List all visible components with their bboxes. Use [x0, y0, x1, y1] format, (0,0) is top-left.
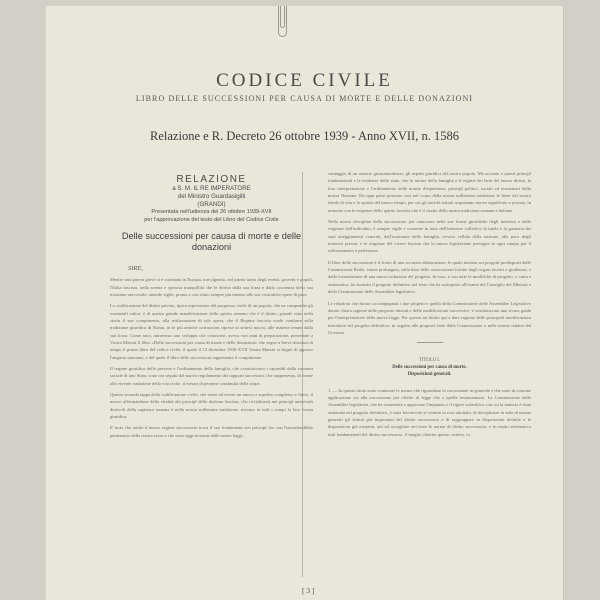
report-heading — [110, 174, 313, 253]
body-paragraph: Nella nuova disciplina della successione, per rinnovare nelle sue forme giuridiche degli interessi e delle esigenze dell'individuo, è sempre vigile e consente in tutte dell'interesse collettivo la tutela e la garanzia dei suoi atteggiamenti concreti, dall'economia della famiglia, ovvero cellula della nazione, alla pace degli interessi privati, e le esigenze del vivere fascista che la nuova legislazione persegue in ogni campo per il rafforzamento e perfezione. — [328, 219, 531, 254]
page-number: [ 3 ] — [302, 586, 315, 595]
body-paragraph: Il regime giuridico delle persone e l'ordinamento della famiglia, che costituiscono i capisaldi della struttura sociale di uno Stato, sono ora seguiti dal nuovo regolamento dei rapporti successori, che rappresenta, di fronte alla vivente tradizione della vita civile, il mezzo di perenne continuità della stirpe. — [110, 365, 313, 386]
decree-heading: Relazione e R. Decreto 26 ottobre 1939 - Anno XVII, n. 1586 — [150, 129, 459, 143]
body-paragraph: Questa seconda tappa della codificazione civile, che viene ad essere un nuovo e superbo complesso e finito, il nuovo affermandone della vitalità dei principî della dottrina fascista, che rivitalizzati nei principî universali durevoli della sapienza romana è nella nostra millenaria tradizione, trovano in tutti i campi la loro forma giuridica. — [110, 392, 313, 420]
section-rule — [417, 342, 443, 343]
section-number: TITOLO I. — [418, 357, 441, 363]
approval-line: per l'approvazione del testo del Libro del Codice Civile — [144, 216, 279, 223]
body-paragraph: La codificazione del diritto privato, tipica espressione del progresso civile di un popolo, che ne compendia gli essenziali valori, è di questa grande manifestazione dello spirito romano che è il diritto, grande esito nella storia il suo compimento, alla realizzazione di tale opera, che il Regime fascista vuole condurre sulla tradizione giuridica di Roma, in le più antiche costruzioni riprese in sintesi nuova, alle materie tenute dalla sua forza. Come noto, attraverso uno sviluppo che conoscete, aveva vari anni di preparazione, presentate a Vostra Maestà il libro «Delle successioni per causa di morte e delle donazioni» che segue a breve distanza di tempo il primo libro del codice civile, il quale il 12 dicembre 1938-XVII Vostra Maestà si degnò di apporre l'augusta sanzione, e del quale il libro delle successioni rappresenta il compimento. — [110, 303, 313, 360]
body-paragraph: E' noto che anche il nuovo regime successorio trova il suo fondamento nei principî che con l'inconfondibile patrimonio della nostra razza e che sono oggi rivissuti dalle nostre leggi... — [110, 425, 313, 438]
left-column — [110, 170, 313, 439]
presented-line: Presentata nell'udienza del 26 ottobre 1939-XVII — [151, 209, 272, 215]
body-paragraph: Mentre una guerra grave si è scatenata in Europa, travolgendo, nel primo tratto degli eventi, governi e popoli, l'Italia fascista, nella serena e operosa tranquillità che le deriva dalla sua forza e dalla coscienza della sua missione universale, attende vigile, pronta e con ritmo sempre più intenso alle sue costruttive opere di pace. — [110, 277, 313, 297]
salutation: SIRE, — [128, 265, 143, 273]
section-subtitle: Disposizioni generali. — [407, 372, 452, 378]
section-title: Delle successioni per causa di morte. — [392, 365, 467, 371]
minister-name: (GRANDI) — [197, 201, 226, 208]
addressee-line: a S. M. IL RE IMPERATORE — [172, 185, 251, 192]
document-title: CODICE CIVILE — [216, 70, 393, 91]
relazione-heading: RELAZIONE — [176, 174, 247, 185]
document-page — [46, 6, 563, 600]
body-paragraph: vantaggio di un astratto giusnaturalismo, gli aspetti giuridici del nostro popolo. Ma accanto a questi principî fondamentali e le tendenze dello stato, che le norme della famiglia e il regime dei beni del nuovo diritto, la loro interpretazione e l'ordinamento delle norme d'esperienza, principî politici, sociali ed economici della nostra Nazione. Da ogni parte possono così nel corpo della nostra millenaria tradizione le linee del nostro ideale di vita e lo spirito del nuovo tempo, per cui gli antichi istituti acquistano nuove significato e portata, in armonia con le esigenze dello spirito fascista che è il risalto della nostra tradizione romana e italiana. — [328, 171, 531, 213]
body-paragraph: Le relazioni che furono accompagnati i due progetti e quella della Commissione delle Assemblee Legislative danno chiara ragione delle proposte iniziali e delle modificazioni successive, e costituiscono una sicura guida per l'interpretazione della nuova legge. Per questo mi limito qui a dare ragione delle principali modificazioni introdotte nel progetto definitivo, in seguito alle proposte fatte dalla Commissione o nelle norme redatte dal Governo. — [328, 300, 531, 335]
paper-clip-icon — [278, 6, 287, 37]
right-column — [328, 170, 531, 438]
body-paragraph: 1. — In questo titolo sono contenute le norme che riguardano la successione in generale e che sono di comune applicazione sia alla successione per effetto di legge che a quella testamentaria. La Commissione delle Assemblee legislative, che ha vivamente e approvato l'impianto e il rigore scientifico con cui la materia è stata sistemata nel progetto definitivo, è stata favorevole al criterio in esso adottato, di disciplinare in sede di norme generali gli istituti più importanti del diritto successorio e di raggruppare in disposizioni definite e le disposizioni già esistenti, atti ad accogliere nel testo le norme di diritto successorio, e in modo sistematico tutti fondamentali del diritto successorio. A meglio chiarire questo criterio, la... — [328, 387, 531, 437]
document-subtitle: LIBRO DELLE SUCCESSIONI PER CAUSA DI MORTE E DELLE DONAZIONI — [135, 94, 474, 103]
section-heading — [328, 357, 531, 379]
report-topic: Delle successioni per causa di morte e delle donazioni — [121, 231, 302, 253]
body-paragraph: Il libro delle successioni è il frutto di una accurata elaborazione, le quale iniziata sui progetti predisposti dalle Commissioni Reale, venne prolungata, sulla base delle osservazioni fornite dagli organi tecnici e giudiziari, e dalla formulazione di una nuova redazione del progetto. In esso, e con tutte le modifiche di progetto, e vasta e sistematica, ha formato il progetto definitivo nel testo che ha sottoposto all'esame del Consiglio dei Ministri e della Commissione delle Assemblee legislative. — [328, 259, 531, 295]
minister-line: del Ministro Guardasigilli — [177, 193, 246, 200]
